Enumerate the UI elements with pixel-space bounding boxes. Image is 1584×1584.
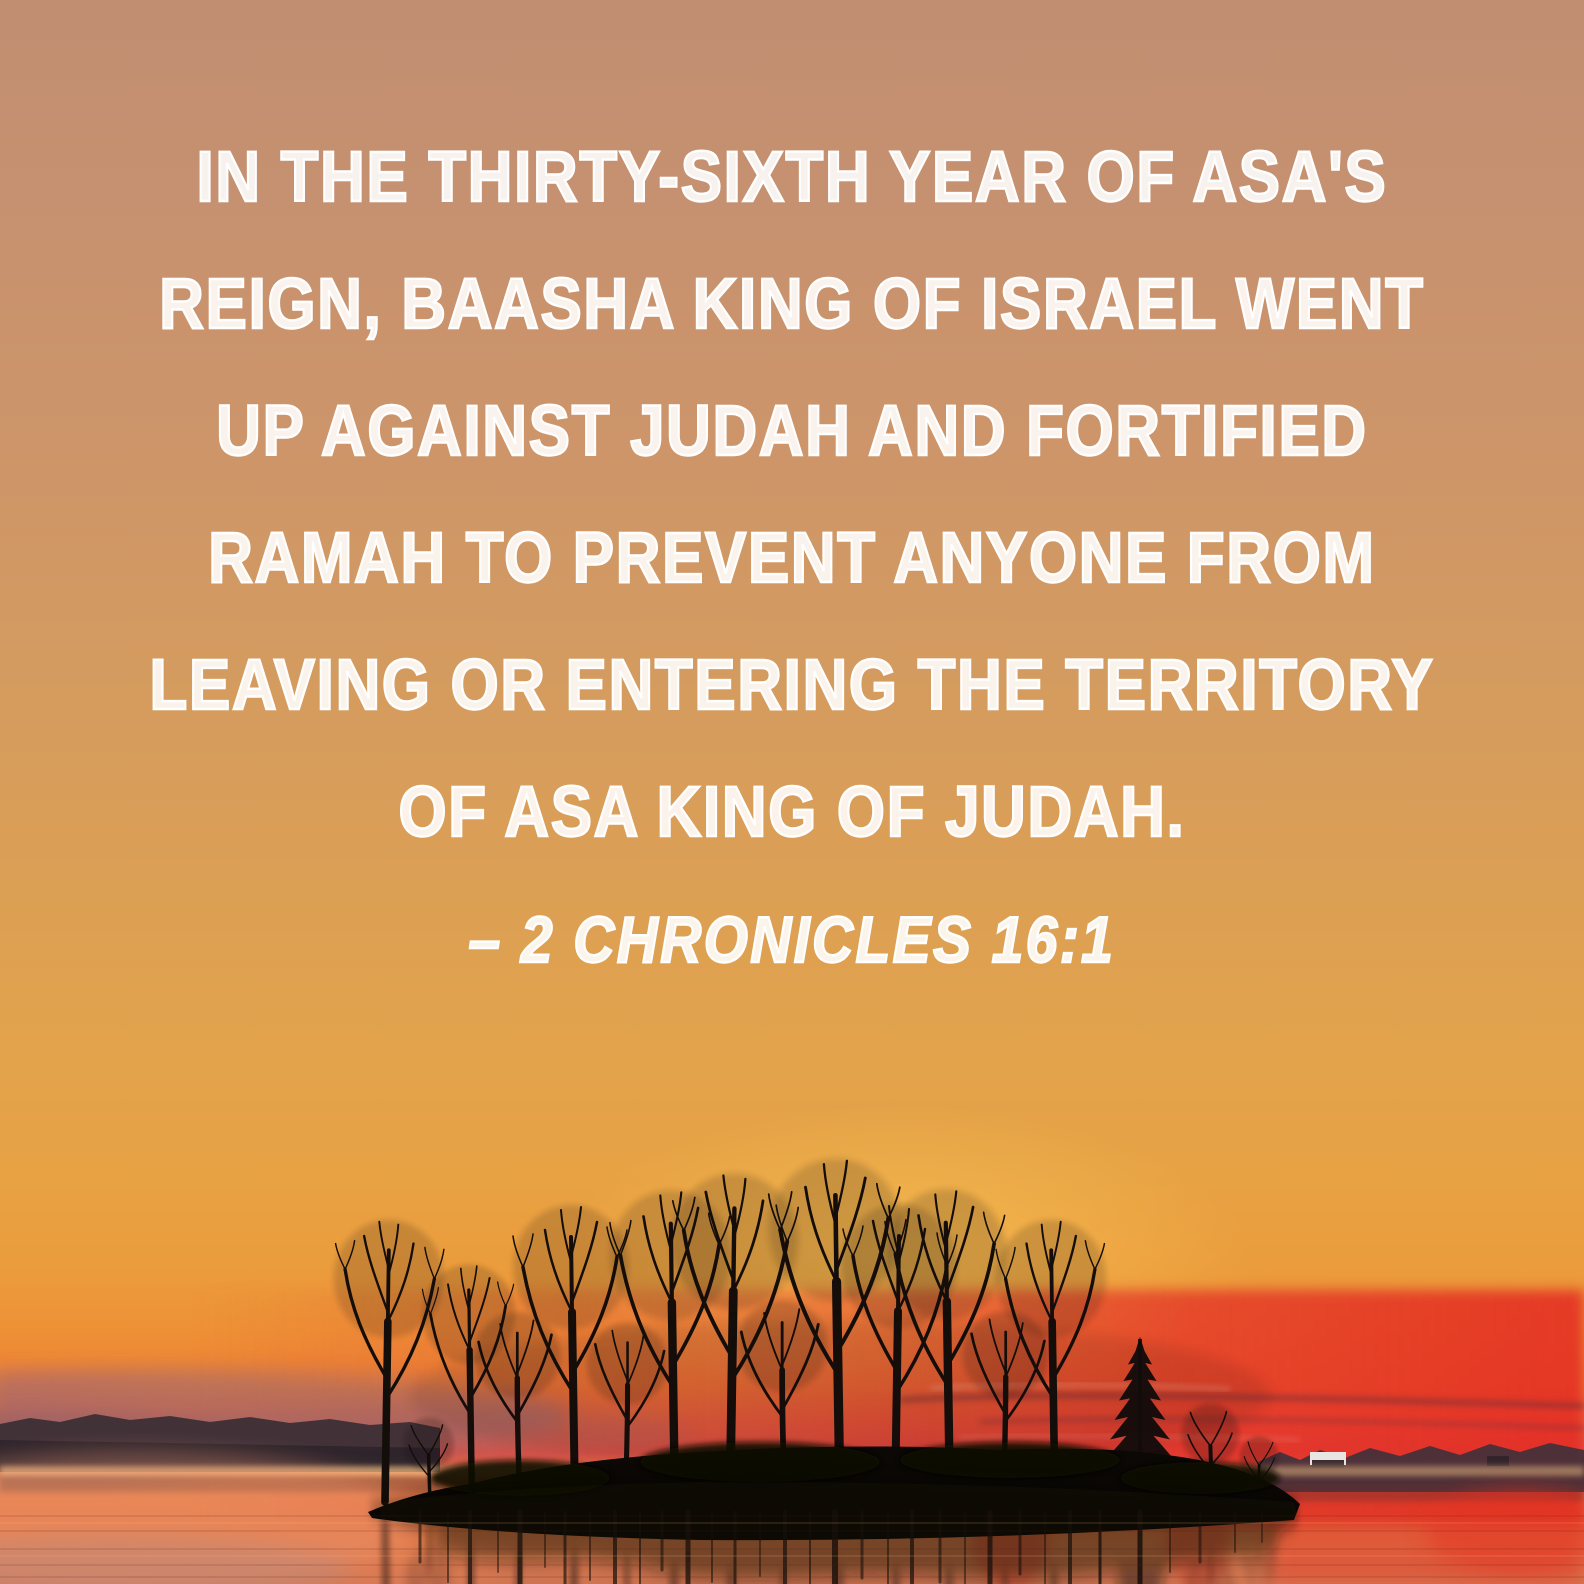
verse-line-3: UP AGAINST JUDAH AND FORTIFIED	[216, 392, 1368, 471]
verse-line-2: REIGN, BAASHA KING OF ISRAEL WENT	[159, 265, 1425, 344]
verse-line-5: LEAVING OR ENTERING THE TERRITORY	[149, 646, 1435, 725]
verse-text-block	[103, 114, 1481, 1003]
verse-line-4: RAMAH TO PREVENT ANYONE FROM	[208, 519, 1376, 598]
verse-reference: – 2 CHRONICLES 16:1	[468, 903, 1116, 976]
verse-line-1: IN THE THIRTY-SIXTH YEAR OF ASA'S	[196, 138, 1388, 217]
verse-line-6: OF ASA KING OF JUDAH.	[398, 773, 1186, 852]
lake-scene-silhouettes	[0, 1100, 1584, 1584]
island-reflection	[334, 1482, 1300, 1584]
